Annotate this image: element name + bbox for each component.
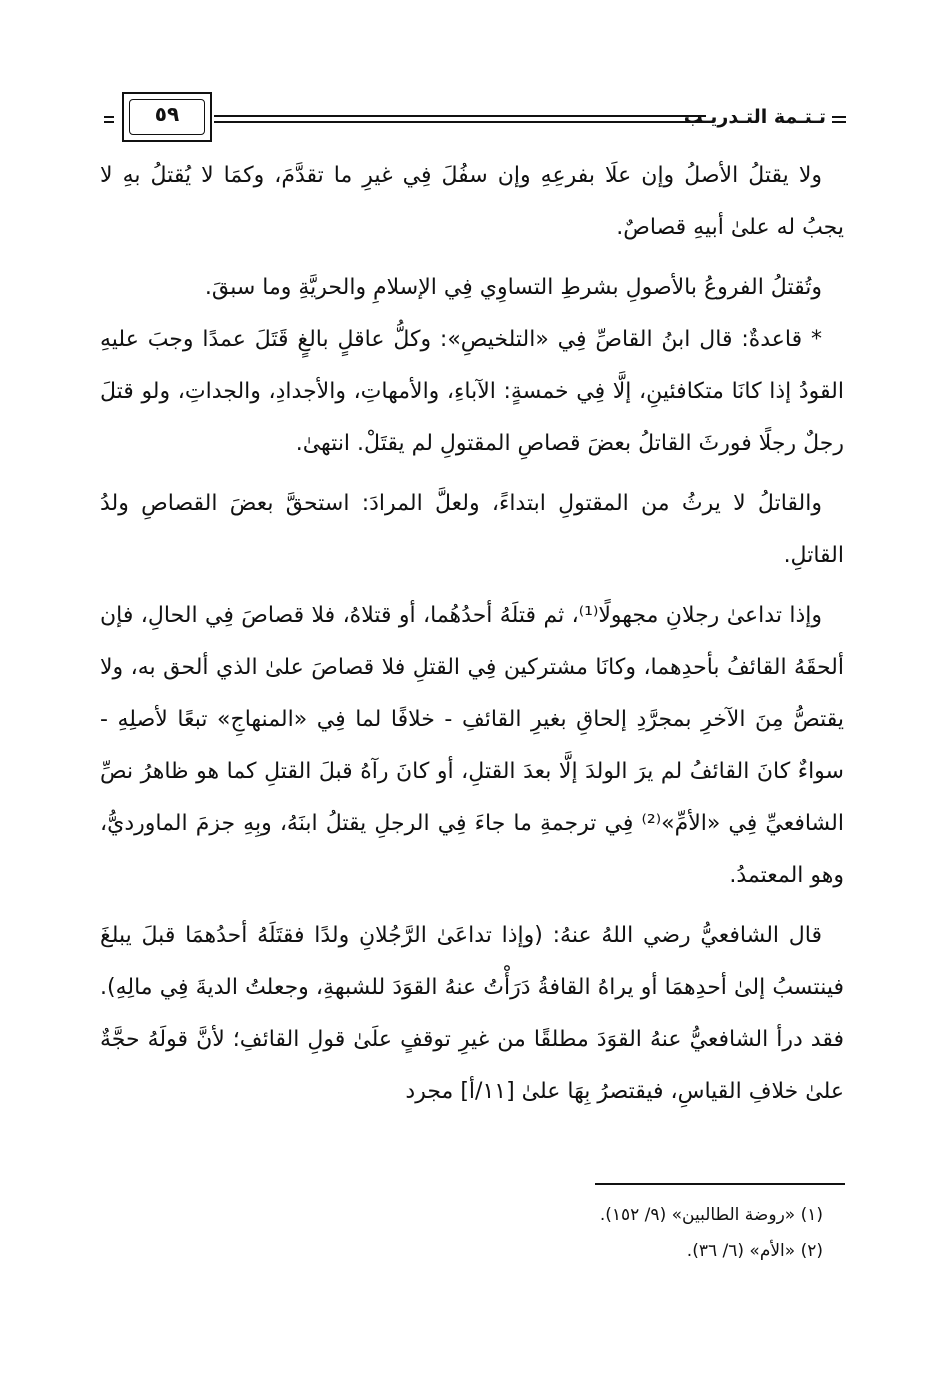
footnote: (١) «روضة الطالبين» (٩/ ١٥٢). [599, 1205, 823, 1225]
running-title: تـتـمة التـدريـب [683, 106, 826, 128]
paragraph: والقاتلُ لا يرثُ من المقتولِ ابتداءً، ولعلَّ المرادَ: استحقَّ بعضَ القصاصِ ولدُ القاتلِ. [100, 491, 844, 568]
paragraph: قال الشافعيُّ رضي اللهُ عنهُ: (وإذا تداعَىٰ الرَّجُلانِ ولدًا فقتَلَهُ أحدُهمَا قبلَ يبلغَ فينتسبُ إلىٰ أحدِهمَا أو يراهُ القافةُ دَرَأْتُ عنهُ القوَدَ للشبهةِ، وجعلتُ الديةَ فِي مالِهِ). فقد درأ الشافعيُّ عنهُ القوَدَ مطلقًا من غيرِ توقفٍ علَىٰ قولِ القائفِ؛ لأنَّ قولَهُ حجَّةٌ علىٰ خلافِ القياسِ، فيقتصرُ بِهَا علىٰ [١١/أ] مجرد [100, 923, 844, 1104]
footnote-separator [595, 1183, 845, 1185]
paragraph: وإذا تداعىٰ رجلانِ مجهولًا⁽¹⁾، ثم قتلَهُ أحدُهُما، أو قتلاهُ، فلا قصاصَ فِي الحالِ، فإن ألحقَهُ القائفُ بأحدِهما، وكانَا مشتركين فِي القتلِ فلا قصاصَ علىٰ الذي ألحق به، ولا يقتصُّ مِنَ الآخرِ بمجرَّدِ إلحاقِ بغيرِ القائفِ - خلافًا لما فِي «المنهاجِ» تبعًا لأصلِهِ - سواءٌ كانَ القائفُ لم يرَ الولدَ إلَّا بعدَ القتلِ، أو كانَ رآهُ قبلَ القتلِ كما هو ظاهرُ نصِّ الشافعيِّ فِي «الأمِّ»⁽²⁾ فِي ترجمةِ ما جاءَ فِي الرجلِ يقتلُ ابنَهُ، وبِهِ جزمَ الماورديُّ، وهو المعتمدُ. [100, 603, 844, 888]
paragraph: * قاعدةٌ: قال ابنُ القاصِّ فِي «التلخيصِ»: وكلُّ عاقلٍ بالغٍ قَتَلَ عمدًا وجبَ عليهِ القودُ إذا كانَا متكافئينِ، إلَّا فِي خمسةٍ: الآباءِ، والأمهاتِ، والأجدادِ، والجداتِ، ولو قتلَ رجلٌ رجلًا فورثَ القاتلُ بعضَ قصاصِ المقتولِ لم يقتَلْ. انتهىٰ. [100, 327, 844, 456]
running-header [104, 92, 846, 148]
main-text [100, 150, 844, 1118]
header-dash-right [832, 116, 846, 123]
paragraph: ولا يقتلُ الأصلُ وإن علَا بفرعِهِ وإن سفُلَ فِي غيرِ ما تقدَّمَ، وكمَا لا يُقتلُ بهِ لا يجبُ له علىٰ أبيهِ قصاصٌ. [100, 163, 844, 240]
header-dash-left [104, 116, 114, 123]
page-number: ٥٩ [154, 102, 180, 126]
paragraph: وتُقتلُ الفروعُ بالأصولِ بشرطِ التساوِي فِي الإسلامِ والحريَّةِ وما سبقَ. [204, 275, 822, 300]
page-number-frame [122, 92, 212, 142]
footnotes [323, 1197, 823, 1269]
footnote: (٢) «الأم» (٦/ ٣٦). [686, 1241, 823, 1261]
header-rule [214, 115, 706, 123]
